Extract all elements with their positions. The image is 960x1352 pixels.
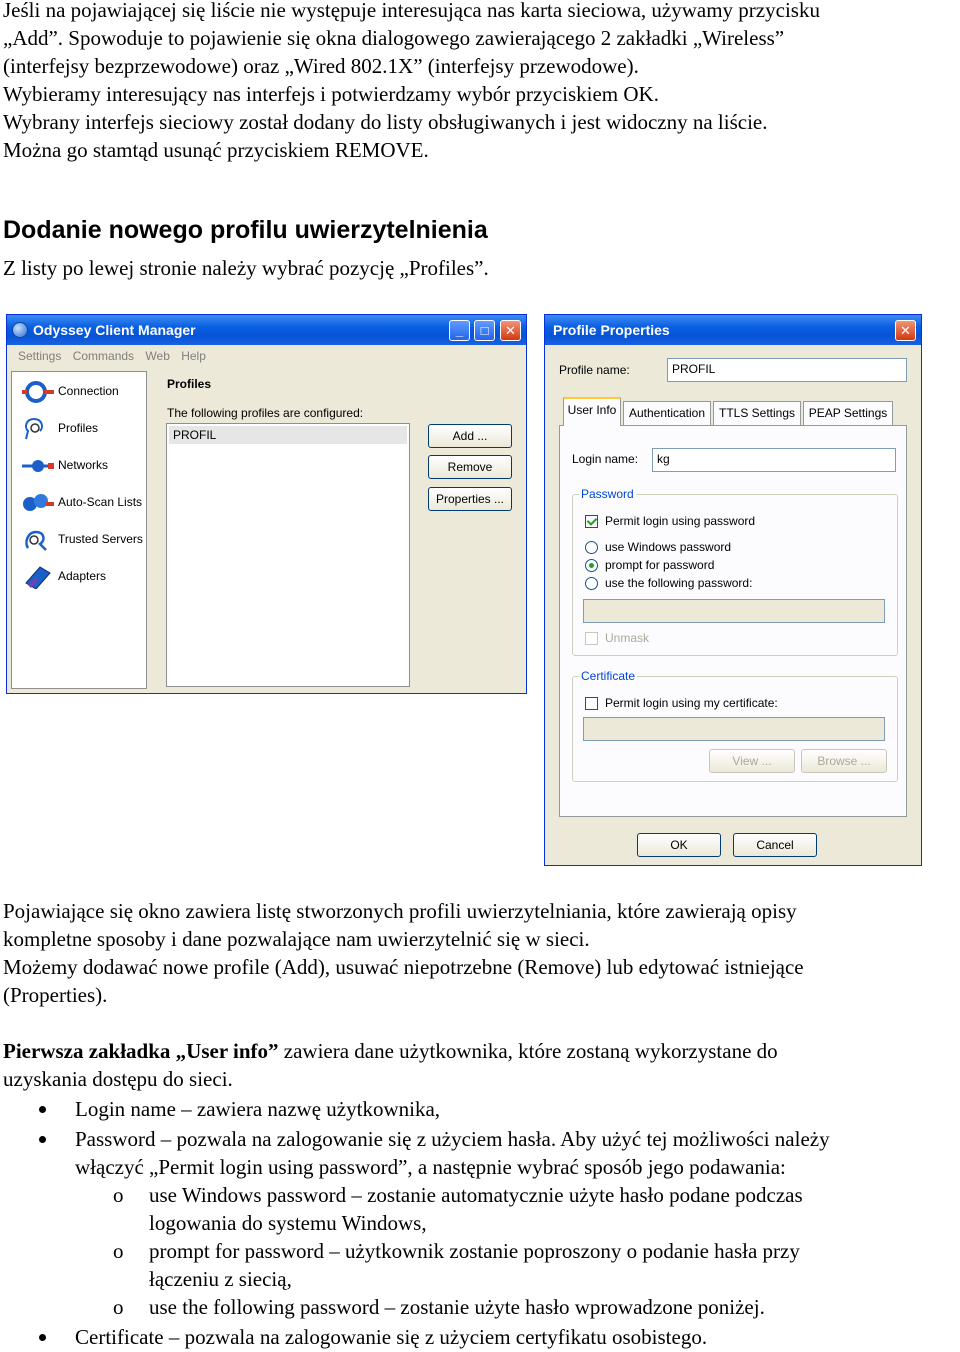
intro-paragraph (3, 0, 958, 164)
user-info-bold: Pierwsza zakładka „User info” (3, 1039, 279, 1063)
ok-button[interactable]: OK (637, 833, 721, 857)
panel-description: The following profiles are configured: (167, 406, 364, 420)
bullet-password-line1: Password – pozwala na zalogowanie się z użyciem hasła. Aby użyć tej możliwości należy (75, 1127, 830, 1151)
profiles-icon (22, 417, 54, 441)
permit-certificate-label: Permit login using my certificate: (605, 696, 778, 710)
text-line: Można go stamtąd usunąć przyciskiem REMOVE. (3, 138, 429, 162)
password-group (572, 487, 898, 656)
use-following-password-label: use the following password: (605, 576, 753, 590)
user-info-rest: zawiera dane użytkownika, które zostaną wykorzystane do (278, 1039, 778, 1063)
text-line: (interfejsy bezprzewodowe) oraz „Wired 802.1X” (interfejsy przewodowe). (3, 54, 639, 78)
minimize-button[interactable]: _ (449, 320, 470, 341)
list-item (0, 1181, 960, 1237)
profile-properties-window (544, 314, 922, 866)
properties-title: Profile Properties (553, 322, 670, 338)
text-line: uzyskania dostępu do sieci. (3, 1067, 233, 1091)
profile-name-label: Profile name: (559, 363, 630, 377)
text-line: kompletne sposoby i dane pozwalające nam uwierzytelnić się w sieci. (3, 927, 590, 951)
nav-adapters[interactable]: Adapters (22, 563, 142, 591)
nav-panel (11, 371, 147, 689)
description-paragraph (3, 897, 958, 1009)
cancel-button[interactable]: Cancel (733, 833, 817, 857)
nav-trusted-servers[interactable]: Trusted Servers (22, 526, 147, 554)
list-item (0, 1323, 960, 1351)
certificate-group (572, 669, 898, 782)
prompt-password-label: prompt for password (605, 558, 715, 572)
menu-commands[interactable]: Commands (72, 349, 135, 363)
properties-titlebar[interactable] (545, 315, 921, 345)
profiles-list[interactable] (166, 423, 410, 687)
sub-bullet-windows-line2: logowania do systemu Windows, (149, 1211, 427, 1235)
connection-icon (22, 380, 54, 404)
close-button[interactable]: ✕ (500, 320, 521, 341)
tab-user-info[interactable]: User Info (563, 397, 621, 426)
window-title: Odyssey Client Manager (33, 322, 196, 338)
text-line: (Properties). (3, 983, 108, 1007)
sub-bullet-prompt-line2: łączeniu z siecią, (149, 1267, 292, 1291)
unmask-checkbox[interactable] (585, 632, 598, 645)
nav-connection[interactable]: Connection (22, 378, 142, 406)
permit-password-label: Permit login using password (605, 514, 756, 528)
sub-bullet-windows-line1: o use Windows password – zostanie automatycznie użyte hasło podane podczas (149, 1183, 803, 1207)
properties-close-button[interactable]: ✕ (895, 320, 916, 341)
tab-authentication[interactable]: Authentication (623, 401, 711, 426)
tab-ttls-settings[interactable]: TTLS Settings (713, 401, 801, 426)
adapters-icon (22, 565, 54, 589)
trusted-servers-icon (22, 528, 54, 552)
prompt-password-radio[interactable] (585, 559, 598, 572)
menu-help[interactable]: Help (181, 349, 206, 363)
use-following-password-radio[interactable] (585, 577, 598, 590)
permit-certificate-checkbox[interactable] (585, 697, 598, 710)
nav-networks[interactable]: Networks (22, 452, 142, 480)
password-field[interactable] (583, 599, 885, 623)
text-line: Jeśli na pojawiającej się liście nie występuje interesująca nas karta sieciowa, używamy przycisku (3, 0, 820, 22)
list-item (0, 1293, 960, 1321)
bullet-certificate: Certificate – pozwala na zalogowanie się z użyciem certyfikatu osobistego. (75, 1325, 708, 1349)
text-line: „Add”. Spowoduje to pojawienie się okna dialogowego zawierającego 2 zakładki „Wireless” (3, 26, 785, 50)
text-line: Wybrany interfejs sieciowy został dodany do listy obsługiwanych i jest widoczny na liście. (3, 110, 768, 134)
nav-profiles[interactable]: Profiles (22, 415, 142, 443)
certificate-field[interactable] (583, 717, 885, 741)
odyssey-window (6, 314, 527, 694)
profile-list-item[interactable]: PROFIL (169, 426, 407, 444)
browse-certificate-button[interactable]: Browse ... (801, 749, 887, 773)
remove-profile-button[interactable]: Remove (428, 455, 512, 479)
menu-settings[interactable]: Settings (18, 349, 62, 363)
sub-bullet-following: use the following password – zostanie użyte hasło wprowadzone poniżej. (149, 1295, 765, 1319)
panel-title: Profiles (167, 377, 212, 391)
certificate-group-title: Certificate (581, 669, 636, 683)
login-name-field[interactable]: kg (652, 448, 896, 472)
user-info-paragraph (3, 1037, 958, 1093)
list-item (0, 1125, 960, 1181)
profiles-instruction: Z listy po lewej stronie należy wybrać pozycję „Profiles”. (3, 256, 489, 280)
use-windows-password-label: use Windows password (605, 540, 732, 554)
password-group-title: Password (581, 487, 634, 501)
user-info-page (559, 425, 907, 817)
list-item (0, 1095, 960, 1123)
permit-password-checkbox[interactable] (585, 515, 598, 528)
menu-web[interactable]: Web (145, 349, 170, 363)
bullet-password-line2: włączyć „Permit login using password”, a następnie wybrać sposób jego podawania: (75, 1155, 786, 1179)
section-heading: Dodanie nowego profilu uwierzytelnienia (3, 216, 488, 244)
networks-icon (22, 454, 54, 478)
sub-bullet-prompt-line1: o prompt for password – użytkownik zostanie poproszony o podanie hasła przy (149, 1239, 800, 1263)
use-windows-password-radio[interactable] (585, 541, 598, 554)
view-certificate-button[interactable]: View ... (709, 749, 795, 773)
text-line: Pojawiające się okno zawiera listę stworzonych profili uwierzytelniania, które zawierają opisy (3, 899, 797, 923)
text-line (3, 1037, 958, 1065)
profile-name-field[interactable]: PROFIL (667, 358, 907, 382)
login-name-label: Login name: (572, 452, 639, 466)
nav-auto-scan-lists[interactable]: Auto-Scan Lists (22, 489, 147, 517)
bullet-login: Login name – zawiera nazwę użytkownika, (75, 1097, 441, 1121)
maximize-button[interactable]: □ (474, 320, 495, 341)
properties-button[interactable]: Properties ... (428, 487, 512, 511)
list-item (0, 1237, 960, 1293)
tab-peap-settings[interactable]: PEAP Settings (803, 401, 893, 426)
add-profile-button[interactable]: Add ... (428, 424, 512, 448)
text-line: Wybieramy interesujący nas interfejs i potwierdzamy wybór przyciskiem OK. (3, 82, 659, 106)
auto-scan-icon (22, 491, 54, 515)
app-icon (12, 322, 28, 338)
feature-list (0, 1095, 960, 1351)
text-line: Możemy dodawać nowe profile (Add), usuwać niepotrzebne (Remove) lub edytować istniejące (3, 955, 804, 979)
menubar (10, 346, 523, 366)
odyssey-titlebar[interactable] (7, 315, 526, 345)
unmask-label: Unmask (605, 631, 650, 645)
